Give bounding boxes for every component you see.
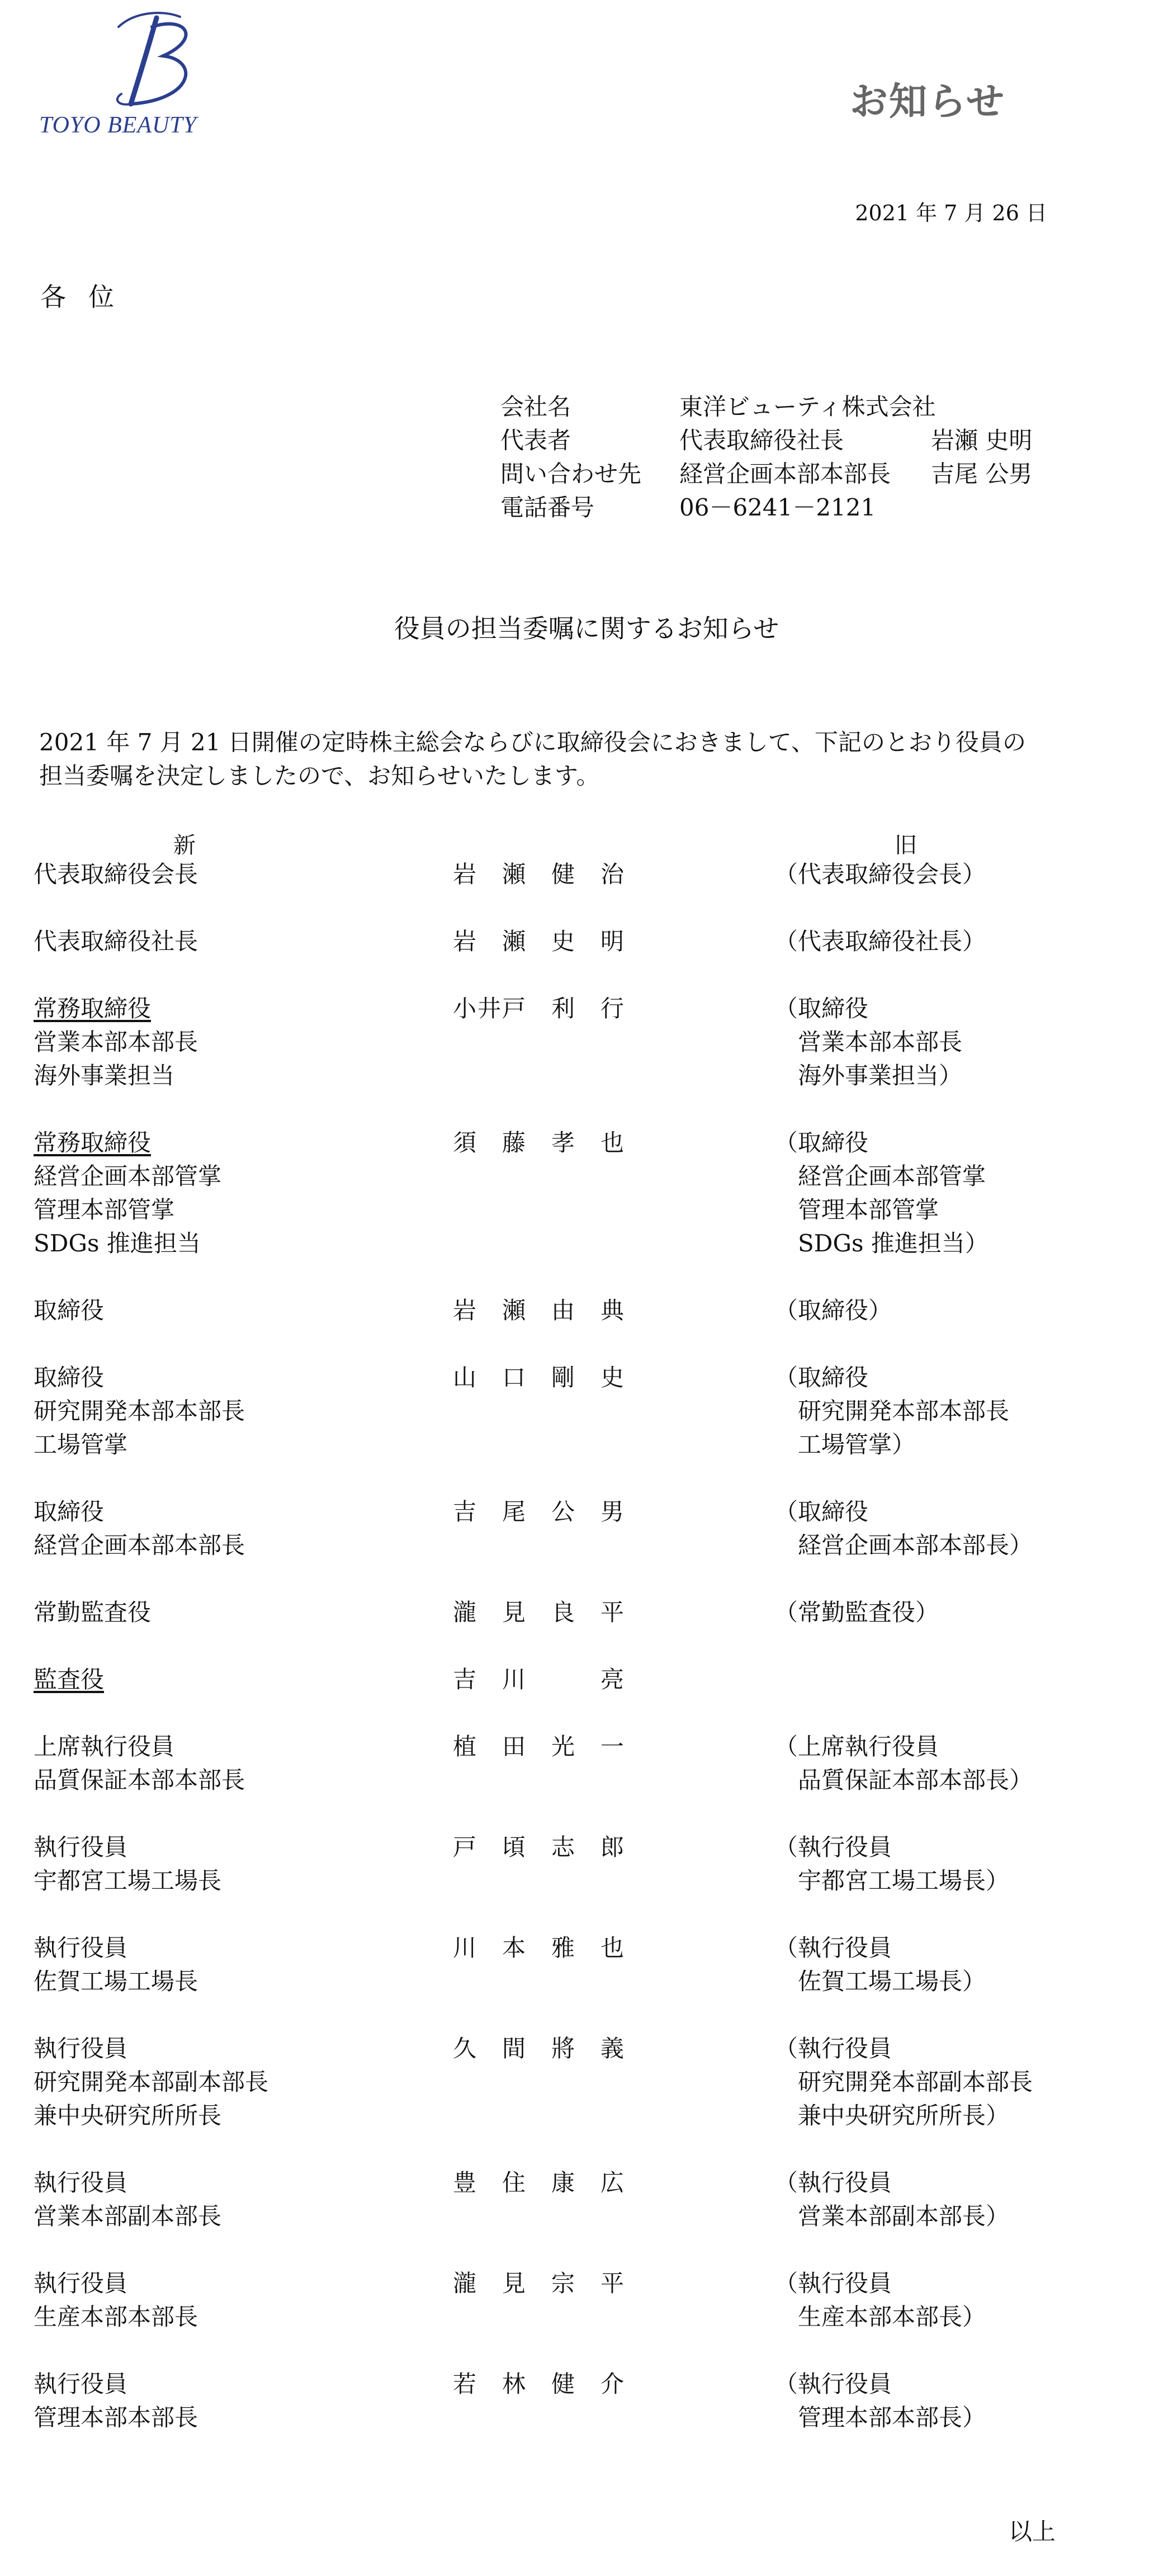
old-position [774,925,986,958]
old-position-line: （取締役 [774,1129,869,1156]
officer-entry [34,2032,1107,2133]
old-position [774,2367,986,2435]
old-position [774,1361,1009,1462]
company-info-label: 電話番号 [500,494,595,521]
officer-roster [34,858,1107,2468]
company-logo [96,4,208,111]
new-position-line: 品質保証本部本部長 [34,1766,245,1794]
officer-name: 吉 尾 公 男 [453,1498,626,1525]
company-logo-text: TOYO BEAUTY [39,112,197,138]
new-position [34,1931,453,1998]
new-position-line: 執行役員 [34,1934,128,1961]
officer-entry [34,1831,1107,1898]
old-position-line: （執行役員 [774,2035,892,2062]
new-position-line: 工場管掌 [34,1431,128,1458]
new-position-line: 営業本部本部長 [34,1028,198,1056]
officer-name: 須 藤 孝 也 [453,1129,626,1156]
company-info-label: 代表者 [500,427,571,454]
new-position [34,992,453,1093]
officer-entry [34,1361,1107,1462]
new-position-line: 代表取締役会長 [34,861,198,888]
new-position [34,1126,453,1260]
officer-name: 戸 頃 志 郎 [453,1833,626,1861]
officer-entry [34,2166,1107,2233]
new-position-line: 常務取締役 [34,995,152,1022]
old-position-line: 研究開発本部副本部長 [774,2068,1033,2096]
new-position-line: 常勤監査役 [34,1599,152,1626]
old-position [774,2032,1033,2133]
old-position [774,1831,1009,1898]
document-date: 2021 年 7 月 26 日 [855,201,1047,225]
column-header-new: 新 [173,833,196,858]
new-position [34,2166,453,2233]
old-position [774,2166,1009,2233]
company-info-value: 経営企画本部本部長 [679,460,891,488]
company-info-value: 代表取締役社長 [679,427,844,454]
company-info-name: 吉尾 公男 [931,460,1033,488]
old-position-line: （執行役員 [774,2270,892,2297]
new-position [34,1663,453,1696]
old-position-line: （取締役） [774,1297,892,1324]
officer-name: 吉 川 亮 [453,1666,626,1693]
officer-entry [34,2367,1107,2435]
old-position [774,1596,939,1629]
new-position-line: 常務取締役 [34,1129,152,1156]
new-position [34,858,453,891]
old-position [774,2267,986,2334]
new-position [34,1495,453,1562]
old-position-line: 佐賀工場工場長） [774,1968,986,1995]
old-position-line: （取締役 [774,1498,869,1525]
old-position [774,1294,892,1327]
column-header-old: 旧 [895,833,917,858]
svg-text:B: B [96,4,97,5]
old-position-line: 管理本部管掌 [774,1196,939,1223]
new-position-line: 営業本部副本部長 [34,2202,222,2230]
officer-entry [34,1663,1107,1696]
officer-name: 若 林 健 介 [453,2370,626,2398]
new-position-line: 研究開発本部本部長 [34,1397,245,1425]
new-position-line: 執行役員 [34,2035,128,2062]
new-position-line: 監査役 [34,1666,105,1693]
closing-mark: 以上 [1008,2518,1056,2545]
new-position [34,1294,453,1327]
officer-name: 岩 瀬 健 治 [453,861,626,888]
new-position-line: 海外事業担当 [34,1062,175,1089]
officer-entry [34,858,1107,891]
new-position-line: 兼中央研究所所長 [34,2102,222,2129]
new-position-line: 生産本部本部長 [34,2303,198,2331]
new-position-line: 執行役員 [34,1833,128,1861]
subject-title: 役員の担当委嘱に関するお知らせ [394,613,779,644]
new-position-line: 経営企画本部管掌 [34,1162,222,1190]
old-position-line: 管理本部本部長） [774,2404,986,2431]
new-position-line: 取締役 [34,1498,105,1525]
new-position [34,925,453,958]
new-position [34,2367,453,2435]
old-position-line: 営業本部本部長 [774,1028,963,1056]
old-position [774,858,986,891]
company-info-name: 岩瀬 史明 [931,427,1033,454]
new-position-line: 管理本部本部長 [34,2404,198,2431]
old-position-line: （上席執行役員 [774,1733,939,1760]
old-position-line: SDGs 推進担当） [774,1230,988,1257]
old-position-line: （執行役員 [774,2169,892,2196]
company-info-label: 問い合わせ先 [500,460,642,488]
officer-name: 瀧 見 良 平 [453,1599,626,1626]
officer-name: 植 田 光 一 [453,1733,626,1760]
new-position [34,1596,453,1629]
officer-name: 川 本 雅 也 [453,1934,626,1961]
company-info-value: 東洋ビューティ株式会社 [679,393,936,420]
officer-entry [34,1294,1107,1327]
officer-name: 久 間 將 義 [453,2035,626,2062]
old-position-line: （取締役 [774,1364,869,1391]
old-position-line: （執行役員 [774,2370,892,2398]
company-info-value: 06－6241－2121 [679,494,876,521]
new-position-line: 執行役員 [34,2270,128,2297]
old-position-line: （取締役 [774,995,869,1022]
officer-entry [34,1931,1107,1998]
officer-entry [34,1126,1107,1260]
officer-entry [34,1730,1107,1797]
officer-entry [34,925,1107,958]
new-position [34,1361,453,1462]
new-position-line: SDGs 推進担当 [34,1230,201,1257]
old-position [774,1495,1033,1562]
old-position-line: 営業本部副本部長） [774,2202,1010,2230]
company-info-label: 会社名 [500,393,571,420]
old-position-line: 経営企画本部本部長） [774,1532,1033,1559]
old-position-line: 海外事業担当） [774,1062,963,1089]
old-position-line: 品質保証本部本部長） [774,1766,1033,1794]
officer-entry [34,2267,1107,2334]
officer-name: 山 口 剛 史 [453,1364,626,1391]
old-position-line: 生産本部本部長） [774,2303,986,2331]
new-position-line: 佐賀工場工場長 [34,1968,198,1995]
old-position [774,992,962,1093]
old-position-line: （執行役員 [774,1934,892,1961]
old-position-line: 工場管掌） [774,1431,916,1458]
officer-name: 瀧 見 宗 平 [453,2270,626,2297]
officer-entry [34,1596,1107,1629]
intro-paragraph: 2021 年 7 月 21 日開催の定時株主総会ならびに取締役会におきまして、下記のとおり役員の担当委嘱を決定しましたので、お知らせいたします。 [39,729,1026,790]
new-position [34,2267,453,2334]
new-position-line: 研究開発本部副本部長 [34,2068,269,2096]
new-position [34,2032,453,2133]
old-position-line: （代表取締役会長） [774,861,986,888]
new-position [34,1730,453,1797]
officer-name: 小井戸 利 行 [453,995,626,1022]
new-position-line: 上席執行役員 [34,1733,175,1760]
new-position-line: 執行役員 [34,2169,128,2196]
old-position [774,1730,1033,1797]
new-position-line: 代表取締役社長 [34,928,198,955]
officer-name: 豊 住 康 広 [453,2169,626,2196]
officer-entry [34,1495,1107,1562]
old-position-line: （代表取締役社長） [774,928,986,955]
new-position [34,1831,453,1898]
new-position-line: 取締役 [34,1364,105,1391]
old-position-line: （常勤監査役） [774,1599,939,1626]
new-position-line: 経営企画本部本部長 [34,1532,245,1559]
notice-title: お知らせ [850,80,1005,124]
old-position-line: 経営企画本部管掌 [774,1162,986,1190]
old-position [774,1931,986,1998]
old-position-line: 兼中央研究所所長） [774,2102,1010,2129]
new-position-line: 宇都宮工場工場長 [34,1867,222,1894]
new-position-line: 執行役員 [34,2370,128,2398]
old-position [774,1126,988,1260]
new-position-line: 管理本部管掌 [34,1196,175,1223]
old-position-line: （執行役員 [774,1833,892,1861]
officer-name: 岩 瀬 由 典 [453,1297,626,1324]
old-position-line: 研究開発本部本部長 [774,1397,1010,1425]
addressee: 各位 [40,282,136,312]
officer-name: 岩 瀬 史 明 [453,928,626,955]
old-position-line: 宇都宮工場工場長） [774,1867,1010,1894]
new-position-line: 取締役 [34,1297,105,1324]
officer-entry [34,992,1107,1093]
